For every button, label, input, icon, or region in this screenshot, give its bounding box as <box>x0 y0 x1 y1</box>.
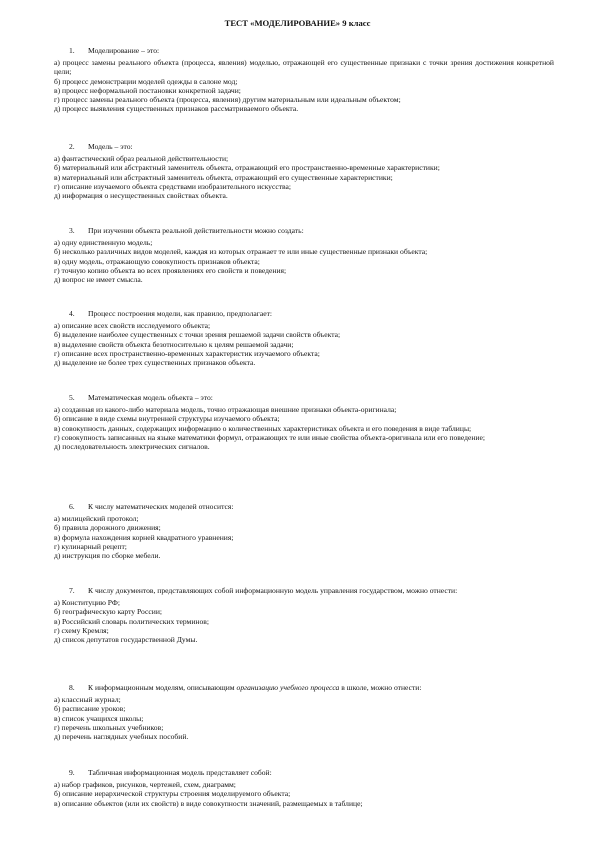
options-list <box>54 780 554 808</box>
question-number: 4. <box>69 309 75 318</box>
option-b: б) процесс демонстрации моделей одежды в салоне мод; <box>54 76 238 86</box>
question-text: 5. Математическая модель объекта – это: <box>69 393 213 402</box>
option-e: д) процесс выявления существенных признаков рассматриваемого объекта. <box>54 104 299 114</box>
option-a: а) набор графиков, рисунков, чертежей, схем, диаграмм; <box>54 780 236 790</box>
question-2 <box>54 142 554 200</box>
question-number: 7. <box>69 586 75 595</box>
question-5 <box>54 393 554 451</box>
option-e: д) список депутатов государственной Думы. <box>54 635 198 645</box>
option-a: а) фантастический образ реальной действительности; <box>54 154 229 164</box>
options-list <box>54 514 554 560</box>
question-9 <box>54 768 554 808</box>
options-list <box>54 695 554 741</box>
document-title: ТЕСТ «МОДЕЛИРОВАНИЕ» 9 класс <box>224 18 371 28</box>
option-d: г) точную копию объекта во всех проявлениях его свойств и поведения; <box>54 265 287 275</box>
option-a: а) классный журнал; <box>54 695 121 705</box>
option-b: б) несколько различных видов моделей, каждая из которых отражает те или иные существенные признаки объекта; <box>54 247 428 257</box>
question-number: 8. <box>69 683 75 692</box>
question-number: 6. <box>69 502 75 511</box>
option-a: а) милицейский протокол; <box>54 514 139 524</box>
question-3 <box>54 226 554 284</box>
question-7 <box>54 586 554 644</box>
options-list <box>54 154 554 200</box>
option-e: д) информация о несущественных свойствах объекта. <box>54 191 228 201</box>
option-e: д) выделение не более трех существенных признаков объекта. <box>54 358 256 368</box>
option-e: д) вопрос не имеет смысла. <box>54 275 143 285</box>
question-text: 7. К числу документов, представляющих собой информационную модель управления государством, можно отнести: <box>69 586 458 595</box>
options-list <box>54 58 554 113</box>
option-a: а) созданная из какого-либо материала модель, точно отражающая внешние признаки объекта-оригинала; <box>54 405 397 415</box>
option-d: г) процесс замены реального объекта (процесса, явления) другим материальным или идеальным объектом; <box>54 95 401 105</box>
question-4 <box>54 309 554 367</box>
options-list <box>54 238 554 284</box>
question-number: 5. <box>69 393 75 402</box>
option-d: г) описание изучаемого объекта средствами изобразительного искусства; <box>54 181 292 191</box>
option-a: а) описание всех свойств исследуемого объекта; <box>54 321 211 331</box>
option-b: б) правила дорожного движения; <box>54 523 161 533</box>
option-e: д) последовательность электрических сигналов. <box>54 442 210 452</box>
options-list <box>54 598 554 644</box>
question-number: 1. <box>69 46 75 55</box>
question-6 <box>54 502 554 560</box>
option-a: а) процесс замены реального объекта (процесса, явления) моделью, отражающей его существенные признаки с точки зрения достижения конкретной цели; <box>54 58 554 77</box>
question-8 <box>54 683 554 741</box>
option-d: г) описание всех пространственно-временных характеристик изучаемого объекта; <box>54 348 320 358</box>
option-e: д) перечень наглядных учебных пособий. <box>54 732 189 742</box>
emphasized-text: организацию учебного процесса <box>236 683 340 692</box>
question-number: 2. <box>69 142 75 151</box>
option-c: в) список учащихся школы; <box>54 713 144 723</box>
option-b: б) материальный или абстрактный заменитель объекта, отражающий его пространственно-временные характеристики; <box>54 163 440 173</box>
options-list <box>54 405 554 451</box>
option-a: а) Конституцию РФ; <box>54 598 121 608</box>
question-1 <box>54 46 554 113</box>
question-text: 6. К числу математических моделей относится: <box>69 502 234 511</box>
option-c: в) материальный или абстрактный заменитель объекта, отражающий его существенные характеристики; <box>54 172 393 182</box>
question-number: 3. <box>69 226 75 235</box>
question-text: 4. Процесс построения модели, как правило, предполагает: <box>69 309 273 318</box>
option-c: в) одну модель, отражающую совокупность признаков объекта; <box>54 256 260 266</box>
option-d: г) схему Кремля; <box>54 625 109 635</box>
option-d: г) совокупность записанных на языке математики формул, отражающих те или иные свойства объекта-оригинала или его поведение; <box>54 432 485 442</box>
question-text: 3. При изучении объекта реальной действительности можно создать: <box>69 226 304 235</box>
option-d: г) перечень школьных учебников; <box>54 722 164 732</box>
option-b: б) выделение наиболее существенных с точки зрения решаемой задачи свойств объекта; <box>54 330 341 340</box>
options-list <box>54 321 554 367</box>
question-text: 1. Моделирование – это: <box>69 46 160 55</box>
question-text: 2. Модель – это: <box>69 142 133 151</box>
option-c: в) Российский словарь политических терминов; <box>54 616 209 626</box>
question-text: 9. Табличная информационная модель представляет собой: <box>69 768 272 777</box>
option-b: б) географическую карту России; <box>54 607 162 617</box>
option-e: д) инструкция по сборке мебели. <box>54 551 161 561</box>
question-number: 9. <box>69 768 75 777</box>
option-c: в) описание объектов (или их свойств) в виде совокупности значений, размещаемых в таблице; <box>54 798 363 808</box>
option-c: в) совокупность данных, содержащих информацию о количественных характеристиках объекта и его поведения в виде таблицы; <box>54 423 472 433</box>
option-d: г) кулинарный рецепт; <box>54 541 127 551</box>
option-b: б) описание иерархической структуры строения моделируемого объекта; <box>54 789 291 799</box>
question-text: 8. К информационным моделям, описывающим организацию учебного процесса в школе, можно отнести: <box>69 683 422 692</box>
option-c: в) процесс неформальной постановки конкретной задачи; <box>54 85 241 95</box>
option-c: в) выделение свойств объекта безотносительно к целям решаемой задачи; <box>54 339 294 349</box>
option-a: а) одну единственную модель; <box>54 238 153 248</box>
option-b: б) описание в виде схемы внутренней структуры изучаемого объекта; <box>54 414 280 424</box>
option-b: б) расписание уроков; <box>54 704 126 714</box>
option-c: в) формула нахождения корней квадратного уравнения; <box>54 532 234 542</box>
